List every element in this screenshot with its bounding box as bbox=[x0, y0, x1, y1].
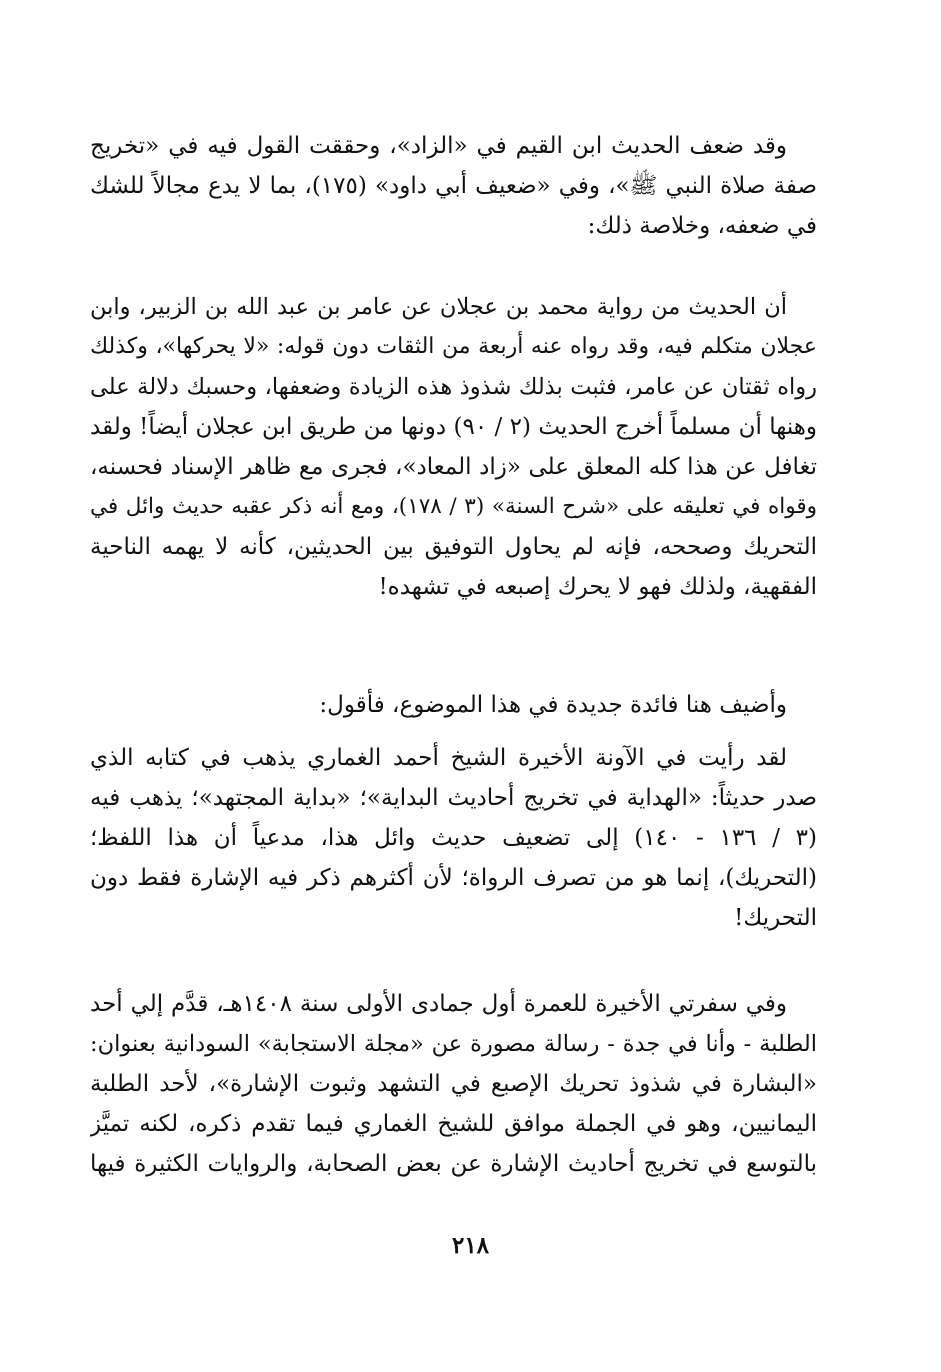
text-line: (التحريك)، إنما هو من تصرف الرواة؛ لأن أكثرهم ذكر فيه الإشارة فقط دون bbox=[90, 865, 817, 891]
text-line: صفة صلاة النبي ﷺ»، وفي «ضعيف أبي داود» (١٧٥)، بما لا يدع مجالاً للشك bbox=[90, 173, 817, 199]
text-line: وهنها أن مسلماً أخرج الحديث (٢ / ٩٠) دونها من طريق ابن عجلان أيضاً! ولقد bbox=[90, 414, 817, 440]
paragraph-1 bbox=[90, 126, 817, 246]
paragraph-5 bbox=[90, 984, 817, 1184]
text-line: صدر حديثاً: «الهداية في تخريج أحاديث البداية»؛ «بداية المجتهد»؛ يذهب فيه bbox=[90, 785, 817, 811]
paragraph-4 bbox=[90, 738, 817, 938]
text-line: وقواه في تعليقه على «شرح السنة» (٣ / ١٧٨)، ومع أنه ذكر عقبه حديث وائل في bbox=[90, 494, 817, 519]
text-line: (٣ / ١٣٦ - ١٤٠) إلى تضعيف حديث وائل هذا، مدعياً أن هذا اللفظ؛ bbox=[90, 825, 817, 851]
paragraph-3 bbox=[90, 685, 817, 725]
page-number: ٢١٨ bbox=[451, 1232, 490, 1259]
text-line: لقد رأيت في الآونة الأخيرة الشيخ أحمد الغماري يذهب في كتابه الذي bbox=[90, 745, 787, 771]
paragraph-2 bbox=[90, 287, 817, 607]
text-line: تغافل عن هذا كله المعلق على «زاد المعاد»، فجرى مع ظاهر الإسناد فحسنه، bbox=[90, 454, 817, 480]
text-line: أن الحديث من رواية محمد بن عجلان عن عامر بن عبد الله بن الزبير، وابن bbox=[90, 294, 787, 320]
text-line: رواه ثقتان عن عامر، فثبت بذلك شذوذ هذه الزيادة وضعفها، وحسبك دلالة على bbox=[90, 374, 817, 400]
text-line: وقد ضعف الحديث ابن القيم في «الزاد»، وحققت القول فيه في «تخريج bbox=[90, 133, 788, 159]
text-line: وفي سفرتي الأخيرة للعمرة أول جمادى الأولى سنة ١٤٠٨هـ، قدَّم إلي أحد bbox=[90, 991, 788, 1017]
text-line: في ضعفه، وخلاصة ذلك: bbox=[587, 213, 817, 239]
text-line: بالتوسع في تخريج أحاديث الإشارة عن بعض الصحابة، والروايات الكثيرة فيها bbox=[90, 1151, 817, 1177]
text-line: عجلان متكلم فيه، وقد رواه عنه أربعة من الثقات دون قوله: «لا يحركها»، وكذلك bbox=[90, 334, 817, 359]
text-line: اليمانيين، وهو في الجملة موافق للشيخ الغماري فيما تقدم ذكره، لكنه تميَّز bbox=[90, 1111, 817, 1137]
text-line: التحريك! bbox=[734, 905, 817, 931]
text-line: الطلبة - وأنا في جدة - رسالة مصورة عن «مجلة الاستجابة» السودانية بعنوان: bbox=[90, 1031, 817, 1057]
text-line: وأضيف هنا فائدة جديدة في هذا الموضوع، فأقول: bbox=[319, 692, 787, 718]
text-line: الفقهية، ولذلك فهو لا يحرك إصبعه في تشهده! bbox=[378, 574, 817, 600]
text-line: التحريك وصححه، فإنه لم يحاول التوفيق بين الحديثين، كأنه لا يهمه الناحية bbox=[90, 534, 817, 560]
text-line: «البشارة في شذوذ تحريك الإصبع في التشهد وثبوت الإشارة»، لأحد الطلبة bbox=[90, 1071, 817, 1097]
